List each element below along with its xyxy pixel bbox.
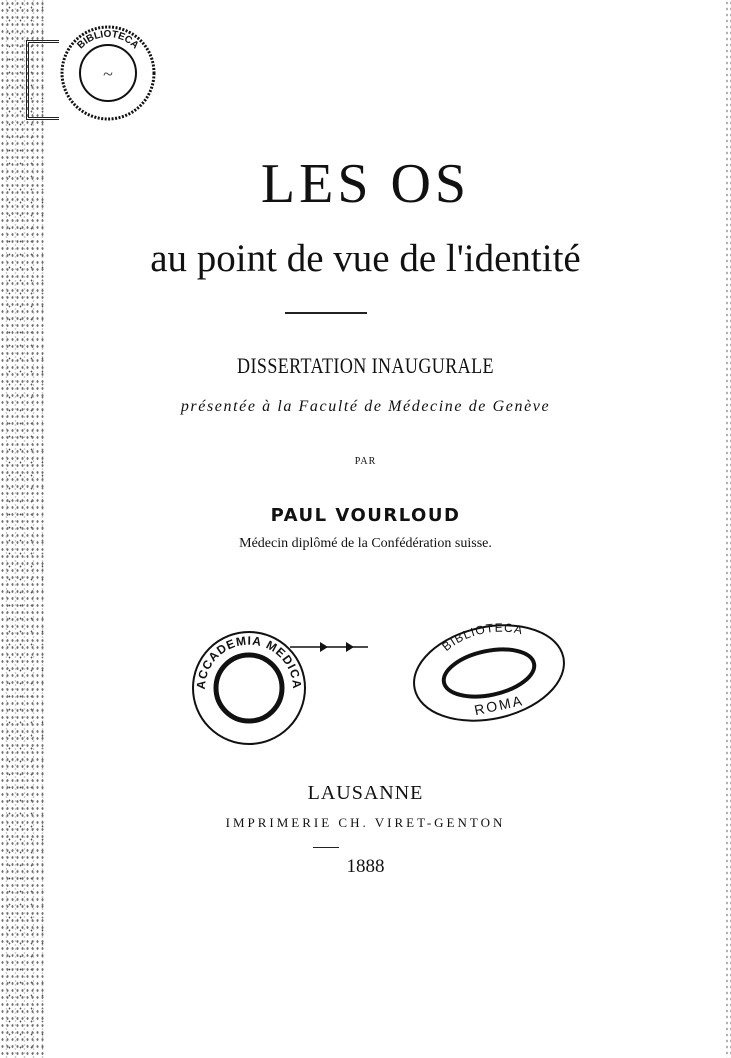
stamp-top-text: BIBLIOTECA <box>75 28 141 52</box>
author-title: Médecin diplômé de la Confédération suisse. <box>239 536 492 551</box>
book-subtitle: au point de vue de l'identité <box>150 237 581 280</box>
publication-year: 1888 <box>346 856 385 877</box>
by-label: PAR <box>354 456 377 467</box>
academy-stamp-text: ACCADEMIA MEDICA <box>193 633 305 690</box>
dissertation-label: DISSERTATION INAUGURALE <box>237 353 494 378</box>
library-stamp-roma <box>408 618 570 728</box>
author-name: PAUL VOURLOUD <box>270 505 461 526</box>
margin-frame-mark <box>26 40 59 120</box>
svg-text:ACCADEMIA MEDICA <box>194 633 304 689</box>
book-title: LES OS <box>260 153 471 215</box>
presented-to: présentée à la Faculté de Médecine de Genève <box>180 398 551 415</box>
library-stamp-text: BIBLIOTECA <box>439 620 525 654</box>
library-stamp-city: ROMA <box>472 692 526 719</box>
year-rule <box>313 847 339 848</box>
svg-text:~: ~ <box>103 64 113 84</box>
library-stamp-top <box>58 18 158 128</box>
title-rule <box>285 312 367 314</box>
printer-name: IMPRIMERIE CH. VIRET-GENTON <box>225 815 506 830</box>
publication-city: LAUSANNE <box>307 782 424 804</box>
ink-arrow-mark <box>290 640 370 654</box>
